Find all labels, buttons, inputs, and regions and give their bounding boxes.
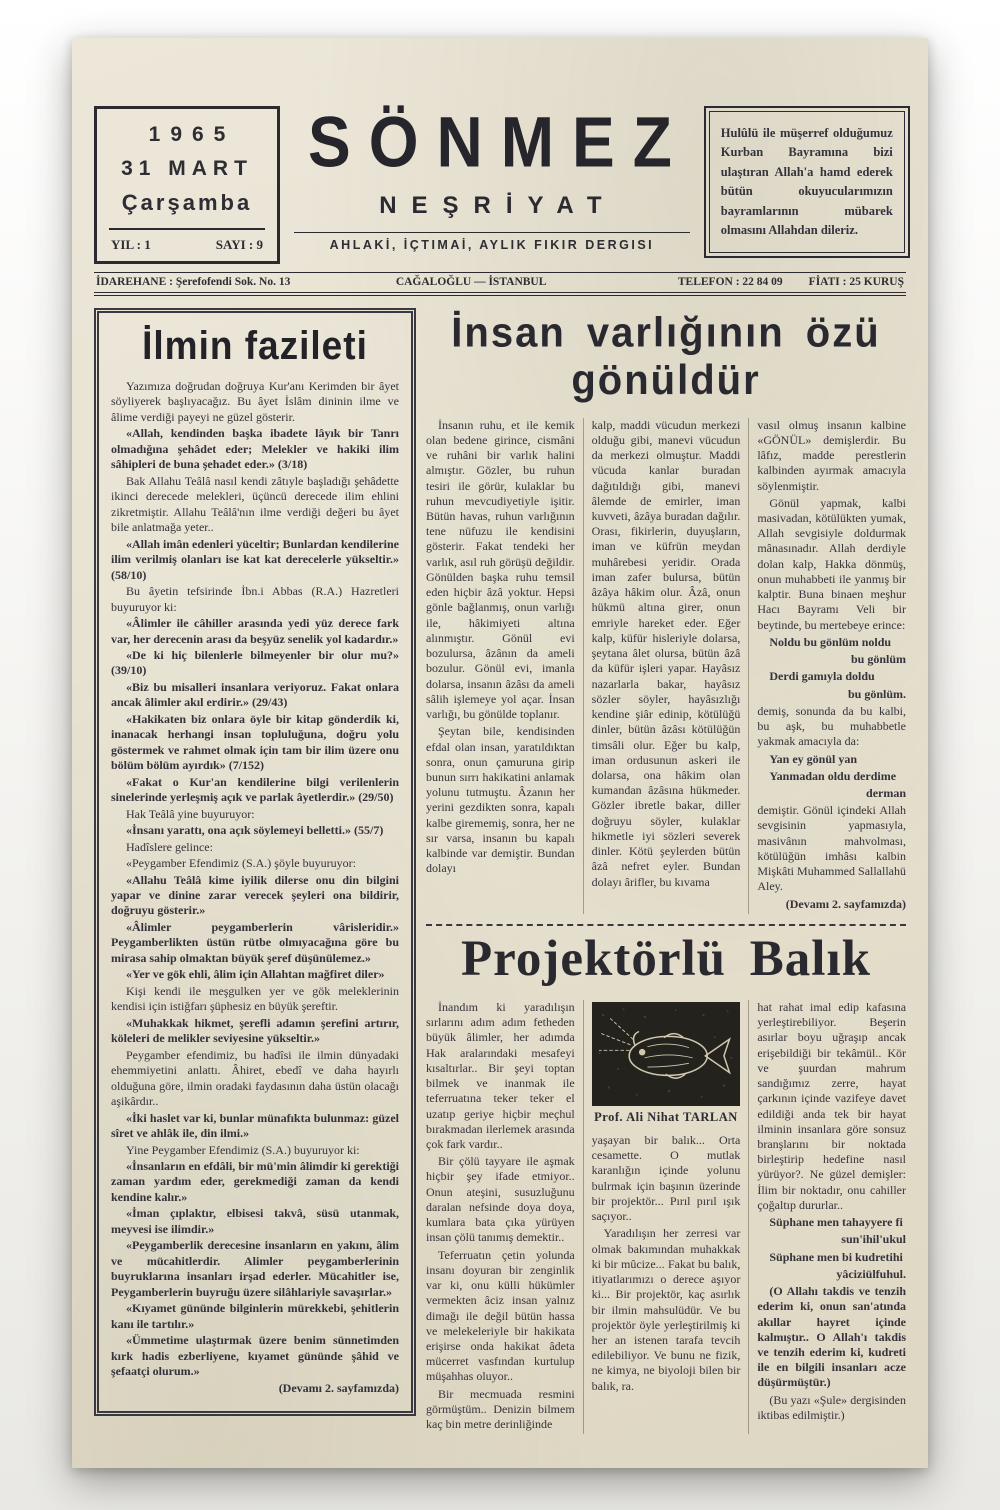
article-paragraph: «Yer ve gök ehli, âlim için Allahtan mağfiret diler»	[126, 967, 385, 982]
telephone-number: TELEFON : 22 84 09	[677, 276, 783, 288]
article-paragraph: Hak Teâlâ yine buyuruyor:	[126, 806, 255, 821]
article-paragraph: vasıl olmuş insanın kalbine «GÖNÜL» demişlerdir. Bu lâfız, madde perestlerin kalbinden ayırmak amacıyla söylenmiştir.	[757, 417, 907, 493]
article-paragraph: «İnsanların en efdâli, bir mü'min âlimdir ki gerektiği zaman yardım eder, gerekmediği zaman da kendi kendine kalır.»	[111, 1158, 399, 1204]
article-paragraph: (Bu yazı «Şule» dergisinden iktibas edilmiştir.)	[757, 1392, 907, 1422]
article-paragraph: Teferruatın çetin yolunda insanı doyuran bir zenginlik var ki, onu külli hükümler vermekten âciz insan yalnız dimağı ile değil bütün hassa ve melekeleriyle bir hakikata erişirse onda hakikat âdeta mücerret vasfından kurtulup müşahhas oluyor..	[426, 1247, 575, 1384]
article-paragraph: derman	[866, 785, 907, 800]
article-paragraph: kalp, maddi vücudun merkezi olduğu gibi, manevi vücudun da merkezi olmuştur. Maddi vücuda kanlar buradan dağıtıldığı gibi, manevi âlemde de emirler, iman kuvveti, âzâya buradan dağılır. Orası, fikirlerin, duyuşların, iman ve küfrün meydan muhârebesi yeridir. Orada iman zafer bulursa, bütün âzâya hâkim olur. Âzâ, onun hükmü altına girer, onun emriyle hareket eder. Eğer kalp, küfür hisleriyle dolarsa, şeytana âlet olursa, bütün âzâ da küfür işleri yapar. Hayâsız nazarlarla bakar, hayâsız sözler söyler, hayâsızlığı kendine şiâr edinip, kötülüğü dinler, bütün âzâsı kötülüğün timsâli olur. Eğer bu kalp, iman ordusunun askeri ile dolarsa, ona hâkim olan kumandan âzâsına hükmeder. Gözler ibretle bakar, diller doğruyu söyler, kulaklar hikmetle iyi sözleri severek dinler. Kötü şeylerden bütün âzâ nefret eyler. Bundan dolayı ârifler, bu kıvama	[591, 417, 741, 889]
insan-varligi-columns	[426, 418, 906, 914]
article-title-ilmin-fazileti: İlmin fazileti	[142, 323, 368, 368]
projektor-columns	[426, 1000, 906, 1435]
article-ilmin-fazileti	[94, 308, 416, 1416]
article-paragraph: «Ümmetime ulaştırmak üzere benim sünnetimden kırk hadis ezberliyene, kıyamet gününde şâhid ve şefaatçi olurum.»	[111, 1333, 399, 1379]
article-paragraph: Yan ey gönül yan	[769, 751, 858, 766]
article-title-insan-varligi: İnsan varlığının özü gönüldür	[451, 309, 881, 403]
insan-column-1	[426, 418, 583, 914]
bayram-greeting-box	[704, 106, 910, 258]
article-paragraph: Yaradılışın her zerresi var olmak bakımından muhakkak ki bir mûcize... Fakat bu balık, itiyatlarımızı o derece aşıyor ki... Bir projektör, kaç asırlık bir ilmin mahsulüdür. Ve bu projektör öyle yerleştirilmiş ki her an istenen tarafa tevcih edilebiliyor. Ve bunu ne fizik, ne kimya, ne biyoloji bilen bir balık, ra.	[591, 1226, 741, 1393]
article-paragraph: Peygamber efendimiz, bu hadîsi ile ilmin dünyadaki ehemmiyetini anlattı. Âhiret, ebedî ve daha hayırlı olduğuna göre, ilmin oradaki faydasının daha üstün olacağı aşikârdır..	[111, 1047, 399, 1109]
article-paragraph: Hadîslere gelince:	[126, 839, 213, 854]
article-paragraph: Kişi kendi ile meşgulken yer ve gök meleklerinin kendisi için istiğfarı şüphesiz en büyük şereftir.	[111, 983, 399, 1014]
issue-info	[109, 237, 265, 253]
date-box	[94, 106, 280, 264]
article-paragraph: sun'ihil'ukul	[841, 1232, 907, 1247]
publication-location: CAĞALOĞLU — İSTANBUL	[395, 276, 547, 288]
article-paragraph: «Peygamberlik derecesine insanların en yakını, âlim ve mücahitlerdir. Alimler peygamberlerinin buyruklarına insanları irşad ederler. Mücahitler ise, Peygamberlerin buyruğu üzere silâhlariyle savaşırlar.»	[111, 1238, 399, 1299]
article-paragraph: Süphane men tahayyere fi	[769, 1215, 903, 1230]
article-paragraph: «Allah, kendinden başka ibadete lâyık bir Tanrı olmadığına şehâdet eder; Melekler ve hakiki ilim sâhipleri de buna şehadet eder.» (3/18)	[111, 426, 399, 472]
article-paragraph: Noldu bu gönlüm noldu	[769, 634, 892, 649]
dashed-divider	[426, 924, 906, 926]
article-paragraph: «İman çıplaktır, elbisesi takvâ, süsü utanmak, meyvesi ise ilimdir.»	[111, 1206, 399, 1236]
article-paragraph: bu gönlüm	[850, 652, 907, 667]
projektor-column-2	[583, 1000, 749, 1435]
issue-day: Çarşamba	[121, 190, 253, 215]
article-paragraph: Bir çölü tayyare ile aşmak hiçbir şey ifade etmiyor.. Onun ateşini, susuzluğunu daralan nefsinde doya doya, kumlara bata çıka yürüyen insan çölü tanımış demektir..	[426, 1154, 575, 1245]
article-paragraph: (Devamı 2. sayfamızda)	[278, 1380, 399, 1395]
article-paragraph: Şeytan bile, kendisinden efdal olan insan, yaratıldıktan sonra, onun çamuruna girip bunun sırrı hakikatini anlamak yolunu tutmuştu. Âzanın her yerini gezdikten sonra, kapalı kalbe girememiş, sonra, her ne sır varsa, insanın bu kapalı kalbinde var demiştir. Bundan dolayı	[426, 724, 575, 876]
article-paragraph: «Âlimler peygamberlerin vârisleridir.» Peygamberlikten üstün rütbe olmıyacağına göre bu mirasa sahip olmaktan büyük şeref düşünülemez.»	[111, 919, 399, 965]
projektor-column-1	[426, 1000, 583, 1435]
ilmin-fazileti-body	[111, 379, 399, 1396]
article-paragraph: «Biz bu misalleri insanlara veriyoruz. Fakat onlara ancak âlimler akıl erdirir.» (29/43)	[111, 679, 399, 710]
price-label: FİATI : 25 KURUŞ	[808, 276, 904, 288]
insan-column-3	[748, 418, 906, 914]
article-title-projektorlu-balik: Projektörlü Balık	[461, 930, 871, 987]
article-paragraph: «Muhakkak hikmet, şerefli adamın şerefini artırır, köleleri de melikler seviyesine yükseltir.»	[111, 1015, 399, 1046]
article-paragraph: hat rahat imal edip kafasına yerleştirebiliyor. Beşerin asırlar boyu uğraşıp ancak erişebildiği bir tekâmül.. Kör ve şuurdan mahrum sandığımız zerre, hayat çarkının içinde vazifeye davet edildiği anda tek bir hayat ilminin insanlara göre sonsuz branşlarını bir noktada birleştirip hedefine nasıl yürüyor?. Ne güzel demişler: İlim bir noktadır, onu cahiller çoğaltıp dururlar..	[757, 999, 907, 1212]
issue-number-label: SAYI : 9	[215, 237, 263, 252]
article-paragraph: (O Allahı takdis ve tenzih ederim ki, onun san'atında akıllar hayret içinde kalmıştır.. O Allah'ı takdis ve tenzih ederim ki, kudreti ile en bilgili insanları acze düşürmüştür.)	[757, 1284, 907, 1390]
page-content	[94, 308, 906, 1434]
photo-caption: Prof. Ali Nihat TARLAN	[594, 1109, 738, 1124]
newspaper-tagline: AHLAKİ, İÇTIMAİ, AYLIK FIKIR DERGISI	[294, 232, 690, 252]
article-paragraph: Yine Peygamber Efendimiz (S.A.) buyuruyor ki:	[126, 1142, 360, 1157]
right-region	[426, 308, 906, 1434]
article-paragraph: (Devamı 2. sayfamızda)	[785, 896, 907, 911]
article-paragraph: Bu âyetin tefsirinde İbn.i Abbas (R.A.) Hazretleri buyuruyor ki:	[111, 584, 399, 614]
article-paragraph: demiştir. Gönül içindeki Allah sevgisinin yapmasıyla, masivânın mahvolması, kötülüğün imhâsı kalbin Mişkâti Muhammed Sallallahü Aley.	[757, 803, 907, 894]
article-paragraph: «İki haslet var ki, bunlar münafıkta bulunmaz: güzel sîret ve ahlâk ile, din ilmi.»	[111, 1110, 399, 1141]
article-paragraph: Bak Allahu Teâlâ nasıl kendi zâtıyle başladığı şehâdette ikinci derecede melekleri, üçüncü derecede ilim ehlini zikretmiştir. Allahu Teâlâ'nın ilme verdiği değeri bu âyet bile anlatmağa yeter..	[111, 473, 399, 535]
article-paragraph: bu gönlüm.	[847, 686, 907, 701]
newspaper-subtitle: NEŞRİYAT	[379, 192, 617, 219]
article-paragraph: Süphane men bi kudretihi	[769, 1249, 903, 1264]
insan-column-2	[583, 418, 749, 914]
masthead-row	[94, 101, 906, 264]
issue-year: 1965	[148, 123, 236, 146]
issue-year-label: YIL : 1	[111, 237, 151, 252]
article-paragraph: «De ki hiç bilenlerle bilmeyenler bir olur mu?» (39/10)	[111, 647, 399, 678]
projector-fish-photo	[592, 1002, 741, 1106]
article-paragraph: «Kıyamet gününde bilginlerin mürekkebi, şehitlerin kanı ile tartılır.»	[111, 1301, 399, 1331]
article-paragraph: «Hakikaten biz onlara öyle bir kitap gönderdik ki, inanacak herhangi insan topluluğuna, doğru yolu göstermek ve rahmet olmak için tam bir ilim üzere onu bölüm bölüm ayırdık» (7/152)	[111, 711, 399, 773]
article-paragraph: «Âlimler ile câhiller arasında yedi yüz derece fark var, her derecenin arası da beşyüz senelik yol kadardır.»	[111, 616, 399, 646]
article-paragraph: Derdi gamıyla doldu	[769, 669, 875, 684]
masthead	[294, 101, 690, 264]
article-paragraph: yaşayan bir balık... Orta cesamette. O mutlak karanlığın içinde yolunu bulrmak için başının üzerinde bir projektör... Pırıl pırıl ışık saçıyor..	[591, 1132, 741, 1224]
date-box-divider	[109, 228, 265, 230]
article-paragraph: «Fakat o Kur'an kendilerine bilgi verilenlerin sinelerinde yerleşmiş açık ve parlak âyetlerdir.» (29/50)	[111, 774, 399, 805]
article-paragraph: «İnsanı yarattı, ona açık söylemeyi belletti.» (55/7)	[126, 823, 384, 838]
publication-info-row	[94, 272, 906, 296]
article-paragraph: demiş, sonunda da bu kalbi, bu aşk, bu muhabbetle yakmak amacıyla da:	[757, 703, 907, 749]
article-paragraph: Bir mecmuada resmini görmüştüm.. Denizin bilmem kaç bin metre derinliğinde	[426, 1386, 575, 1432]
article-paragraph: Yanmadan oldu derdime	[769, 768, 897, 783]
article-paragraph: Gönül yapmak, kalbi masivadan, kötülükten yumak, Allah sevgisiyle doldurmak mânasınadır. Allah derdiyle dolan kalp, Hakka dönmüş, onun muhabbeti ile yanmış bir kalptir. Buna binaen meşhur Hacı Bayramı Veli bir beytinde, bu mertebeye erince:	[757, 495, 907, 632]
article-paragraph: «Allahu Teâlâ kime iyilik dilerse onu din bilgini yapar ve dinine zarar verecek şeyleri ona bildirir, doğruyu gösterir.»	[111, 872, 399, 918]
bayram-greeting-inner	[709, 111, 905, 253]
article-paragraph: İnsanın ruhu, et ile kemik olan bedene girince, cismâni ve ruhâni bir varlık halini almıştır. Gözler, bu ruhun tesiri ile görür, kulaklar bu ruhun mevcudiyetiyle işitir. Bütün havas, ruhun varlığının tene nüfuzu ile kendisini gösterir. Fakat tendeki her varlık, asıl ruh görüşü değildir. Gönülden başka ruhu temsil eden hiçbir âzâ yoktur. Hepsi gönle bağlanmış, onun varlığı ile, hâkimiyeti altına alınmıştır. Gönül evi bozulursa, âzânın da ameli bozulur. Gönül evi, imanla dolarsa, insanın âzâsı da ameli sâlih işlemeye yol açar. İnsan varlığı, bu gönülde toplanır.	[426, 417, 575, 722]
article-paragraph: «Allah imân edenleri yüceltir; Bunlardan kendilerine ilim verilmiş olanları ise kat kat derecelerle yükseltir.» (58/10)	[111, 536, 400, 582]
projektor-column-3	[748, 1000, 906, 1435]
projektor-column-2-body	[592, 1133, 741, 1394]
newspaper-title: SÖNMEZ	[308, 101, 690, 183]
contact-price	[652, 276, 904, 288]
article-paragraph: «Peygamber Efendimiz (S.A.) şöyle buyuruyor:	[126, 856, 356, 871]
article-paragraph: İnandım ki yaradılışın sırlarını adım adım fetheden büyük âlimler, her adımda Hak aralarındaki mesafeyi kısaltırlar.. Bir şeyi toptan bilmek ve inanmak ile teferruatına teker teker el uzatıp geriye hiçbir meçhul bırakmadan ilerlemek arasında çok fark vardır..	[426, 999, 575, 1151]
newspaper-page	[72, 38, 928, 1468]
bayram-greeting-text: Hulûlü ile müşerref olduğumuz Kurban Bayramına bizi ulaştıran Allah'a hamd ederek bütün okuyucularımızın bayramlarının mübarek olmasını Allahdan dileriz.	[720, 126, 893, 237]
issue-date: 31 MART	[121, 157, 253, 180]
article-paragraph: yâciziülfuhul.	[836, 1266, 907, 1281]
article-paragraph: Yazımıza doğrudan doğruya Kur'anı Kerimden bir âyet söyliyerek başlıyacağız. Bu âyet İslâm dininin ilme ve âlime verdiği payeyi ne güzel gösterir.	[111, 379, 399, 424]
fish-illustration	[592, 1002, 741, 1106]
idarehane-address: İDAREHANE : Şerefofendi Sok. No. 13	[96, 276, 291, 288]
